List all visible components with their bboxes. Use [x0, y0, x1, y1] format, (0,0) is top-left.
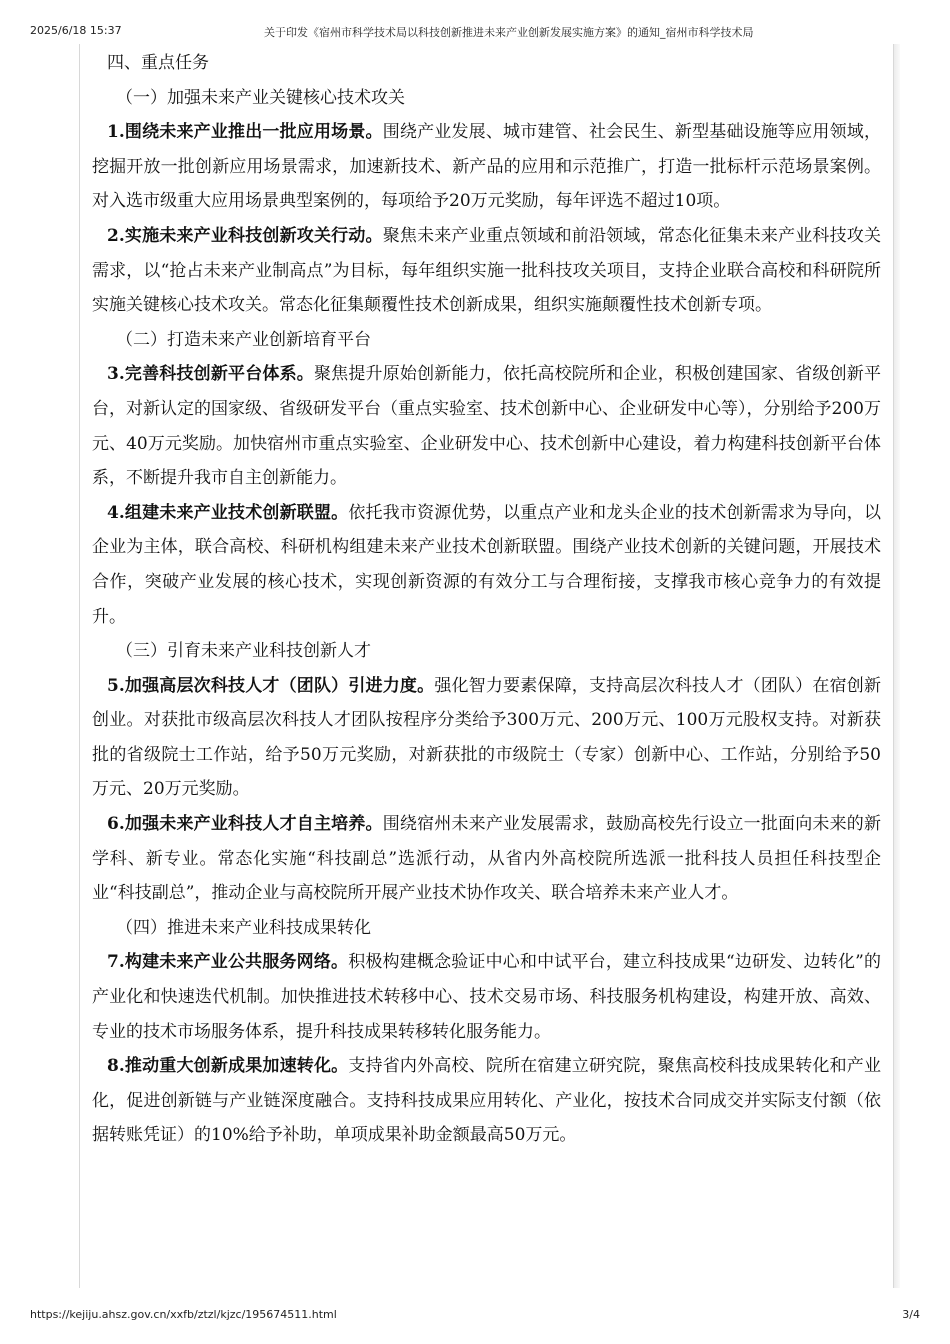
- item-text: 围绕宿州未来产业发展需求，鼓励高校先行设立一批面向未来的新学科、新专业。常态化实施“科技副总”选派行动，从省内外高校院所选派一批科技人员担任科技型企业“科技副总”，推动企业与高校院所开展产业技术协作攻关、联合培养未来产业人才。: [92, 814, 881, 904]
- item-lead: 8.推动重大创新成果加速转化。: [107, 1056, 349, 1077]
- item-lead: 2.实施未来产业科技创新攻关行动。: [107, 225, 383, 246]
- item-lead: 4.组建未来产业技术创新联盟。: [107, 502, 349, 523]
- item-lead: 6.加强未来产业科技人才自主培养。: [107, 814, 383, 835]
- paragraph-item-3: [92, 357, 881, 495]
- item-lead: 5.加强高层次科技人才（团队）引进力度。: [107, 675, 435, 696]
- paragraph-item-6: [92, 807, 881, 911]
- item-text: 强化智力要素保障，支持高层次科技人才（团队）在宿创新创业。对获批市级高层次科技人才团队按程序分类给予300万元、200万元、100万元股权支持。对新获批的省级院士工作站，给予50万元奖励，对新获批的市级院士（专家）创新中心、工作站，分别给予50万元、20万元奖励。: [92, 675, 881, 800]
- subsection-heading-2: （二）打造未来产业创新培育平台: [116, 329, 371, 350]
- item-text: 聚焦未来产业重点领域和前沿领域，常态化征集未来产业科技攻关需求，以“抢占未来产业制高点”为目标，每年组织实施一批科技攻关项目，支持企业联合高校和科研院所实施关键核心技术攻关。常态化征集颠覆性技术创新成果，组织实施颠覆性技术创新专项。: [92, 225, 881, 316]
- subsection-heading-4: （四）推进未来产业科技成果转化: [116, 917, 371, 938]
- print-datetime: 2025/6/18 15:37: [30, 24, 122, 37]
- page-url[interactable]: https://kejiju.ahsz.gov.cn/xxfb/ztzl/kjzc/195674511.html: [30, 1308, 337, 1321]
- page-left-border: [79, 44, 80, 1288]
- item-text: 依托我市资源优势，以重点产业和龙头企业的技术创新需求为导向，以企业为主体，联合高校、科研机构组建未来产业技术创新联盟。围绕产业技术创新的关键问题，开展技术合作，突破产业发展的核心技术，实现创新资源的有效分工与合理衔接，支撑我市核心竞争力的有效提升。: [92, 502, 881, 627]
- item-text: 围绕产业发展、城市建管、社会民生、新型基础设施等应用领域，挖掘开放一批创新应用场景需求，加速新技术、新产品的应用和示范推广，打造一批标杆示范场景案例。对入选市级重大应用场景典型案例的，每项给予20万元奖励，每年评选不超过10项。: [92, 122, 881, 212]
- print-footer: [0, 1308, 950, 1324]
- item-text: 聚焦提升原始创新能力，依托高校院所和企业，积极创建国家、省级创新平台，对新认定的国家级、省级研发平台（重点实验室、技术创新中心、企业研发中心等），分别给予200万元、40万元奖励。加快宿州市重点实验室、企业研发中心、技术创新中心建设，着力构建科技创新平台体系，不断提升我市自主创新能力。: [92, 364, 881, 489]
- item-text: 积极构建概念验证中心和中试平台，建立科技成果“边研发、边转化”的产业化和快速迭代机制。加快推进技术转移中心、技术交易市场、科技服务机构建设，构建开放、高效、专业的技术市场服务体系，提升科技成果转移转化服务能力。: [92, 952, 881, 1042]
- item-lead: 3.完善科技创新平台体系。: [107, 364, 314, 385]
- subsection-heading-1: （一）加强未来产业关键核心技术攻关: [116, 87, 405, 108]
- scrollbar-track[interactable]: [894, 44, 900, 1288]
- section-heading: 四、重点任务: [107, 53, 209, 73]
- print-page-title: 关于印发《宿州市科学技术局以科技创新推进未来产业创新发展实施方案》的通知_宿州市科学技术局: [264, 26, 754, 39]
- subsection-heading-3: （三）引育未来产业科技创新人才: [116, 641, 371, 662]
- item-lead: 1.围绕未来产业推出一批应用场景。: [107, 122, 383, 143]
- item-lead: 7.构建未来产业公共服务网络。: [107, 952, 349, 973]
- paragraph-item-1: [92, 115, 881, 219]
- page-number: 3/4: [902, 1308, 920, 1321]
- item-text: 支持省内外高校、院所在宿建立研究院，聚焦高校科技成果转化和产业化，促进创新链与产业链深度融合。支持科技成果应用转化、产业化，按技术合同成交并实际支付额（依据转账凭证）的10%给予补助，单项成果补助金额最高50万元。: [92, 1056, 881, 1146]
- print-header: [0, 24, 950, 40]
- paragraph-item-8: [92, 1049, 881, 1153]
- paragraph-item-5: [92, 669, 881, 807]
- paragraph-item-2: [92, 219, 881, 323]
- paragraph-item-7: [92, 945, 881, 1049]
- paragraph-item-4: [92, 496, 881, 634]
- article-body: [92, 46, 881, 1153]
